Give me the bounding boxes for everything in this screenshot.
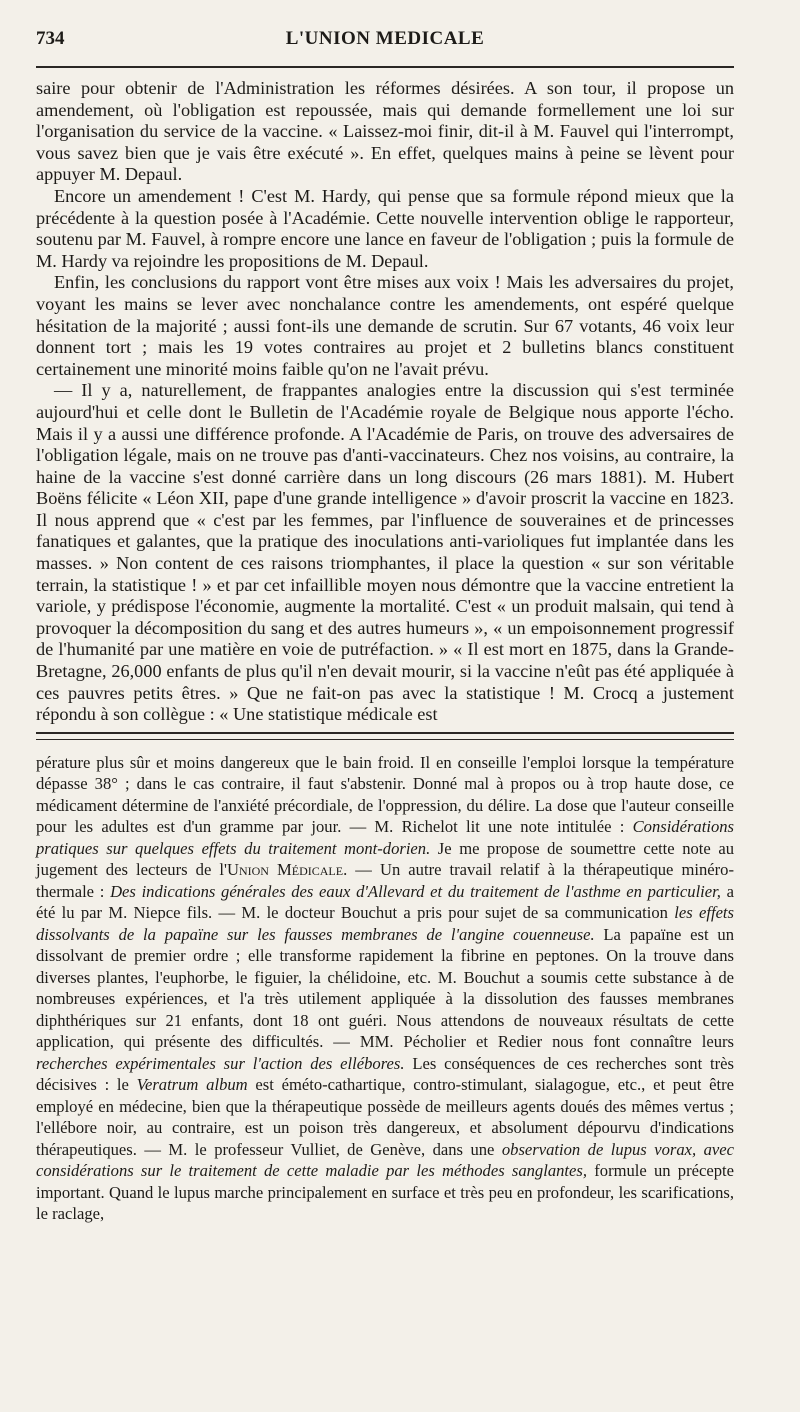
article-paragraph: — Il y a, naturellement, de frappantes analogies entre la discussion qui s'est terminée aujourd'hui et celle dont le Bulletin de l'Académie royale de Belgique nous apporte l'écho. Mais il y a aussi une différence profonde. A l'Académie de Paris, on trouve des adversaires de l'obligation légale, mais on ne trouve pas d'anti-vaccinateurs. Chez nos voisins, au contraire, la haine de la vaccine s'est donné carrière dans un long discours (26 mars 1881). M. Hubert Boëns félicite « Léon XII, pape d'une grande intelligence » d'avoir proscrit la vaccine en 1823. Il nous apprend que « c'est par les femmes, par l'influence de souveraines et de princesses fanatiques et galantes, que la pratique des inoculations anti-varioliques fut implantée dans les masses. » Non content de ces raisons triomphantes, il place la question « sur son véritable terrain, la statistique ! » et par cet infaillible moyen nous démontre que la vaccine entretient la variole, y prédispose l'économie, augmente la mortalité. C'est « un produit malsain, qui tend à provoquer la décomposition du sang et des autres humeurs », « un empoisonnement progressif de l'humanité par une matière en voie de putréfaction. » « Il est mort en 1875, dans la Grande-Bretagne, 26,000 enfants de plus qu'il n'en devait mourir, si la vaccine n'eût pas été appliquée à ces pauvres petits êtres. » Que ne fait-on pas avec la statistique ! M. Crocq a justement répondu à son collègue : « Une statistique médicale est [36, 380, 734, 725]
feuilleton-title: recherches expérimentales sur l'action des ellébores. [36, 1053, 405, 1073]
feuilleton-text: est éméto-cathartique, contro-stimulant, sialagogue, etc., et peut être employé en médecine, bien que la thérapeutique possède de meilleurs agents doués des mêmes vertus ; l'ellébore noir, au contraire, est un poison très dangereux, et absolument dépourvu d'indications thérapeutiques. — M. le professeur Vulliet, de Genève, dans une [36, 1075, 734, 1159]
feuilleton-section [36, 752, 734, 1225]
journal-name: Union Médicale [226, 860, 344, 880]
feuilleton-text: pérature plus sûr et moins dangereux que le bain froid. Il en conseille l'emploi lorsque la température dépasse 38° ; dans le cas contraire, il faut s'abstenir. Donné mal à propos ou à trop haute dose, ce médicament détermine de l'anxiété précordiale, de l'oppression, du délire. La dose que l'auteur conseille pour les adultes est d'un gramme par jour. — M. Richelot lit une note intitulée : [36, 752, 734, 837]
feuilleton-text: a été lu par M. Niepce fils. — M. le docteur Bouchut a pris pour sujet de sa communication [36, 881, 735, 923]
article-paragraph: saire pour obtenir de l'Administration les réformes désirées. A son tour, il propose un amendement, où l'obligation est repoussée, mais qui demande formellement une loi sur l'organisation du service de la vaccine. « Laissez-moi finir, dit-il à M. Fauvel qui l'interrompt, vous savez bien que je vais être exécuté ». En effet, quelques mains à peine se lèvent pour appuyer M. Depaul. [36, 78, 734, 185]
header-rule [36, 66, 734, 68]
running-title: L'UNION MEDICALE [285, 28, 485, 49]
feuilleton-title: Veratrum album [136, 1075, 248, 1095]
article-paragraph: Encore un amendement ! C'est M. Hardy, qui pense que sa formule répond mieux que la précédente à la question posée à l'Académie. Cette nouvelle intervention oblige le rapporteur, soutenu par M. Fauvel, à rompre encore une lance en faveur de l'obligation ; puis la formule de M. Hardy va rejoindre les propositions de M. Depaul. [36, 185, 734, 271]
feuilleton-title: observation de lupus vorax, avec considérations sur le traitement de cette maladie par les méthodes sanglantes, [36, 1139, 734, 1181]
feuilleton-text: Les conséquences de ces recherches sont très décisives : le [36, 1053, 734, 1095]
feuilleton-title: Considérations pratiques sur quelques effets du traitement mont-dorien. [36, 817, 734, 858]
feuilleton-title: les effets dissolvants de la papaïne sur les fausses membranes de l'angine couenneuse. [36, 903, 735, 944]
feuilleton-title: Des indications générales des eaux d'Allevard et du traitement de l'asthme en particulier, [110, 881, 721, 901]
feuilleton-text: formule un précepte important. Quand le lupus marche principalement en surface et très peu en profondeur, les scarifications, le raclage, [36, 1161, 734, 1224]
article-body [36, 78, 734, 726]
feuilleton-rule [36, 732, 734, 740]
page-header [36, 28, 734, 58]
page-number: 734 [36, 28, 65, 49]
article-paragraph: Enfin, les conclusions du rapport vont être mises aux voix ! Mais les adversaires du projet, voyant les mains se lever avec nonchalance contre les amendements, ont espéré quelque hésitation de la majorité ; aussi font-ils une demande de scrutin. Sur 67 votants, 46 voix leur donnent tort ; mais les 19 votes contraires au projet et 2 bulletins blancs constituent certainement une minorité moins faible qu'on ne l'avait prévu. [36, 272, 734, 379]
feuilleton-text: Je me propose de soumettre cette note au jugement des lecteurs de l' [36, 838, 734, 880]
feuilleton-paragraph [36, 752, 734, 1225]
feuilleton-text: La papaïne est un dissolvant de premier ordre ; elle transforme rapidement la fibrine en peptones. On la trouve dans diverses plantes, l'euphorbe, le figuier, la chélidoine, etc. M. Bouchut a soumis cette substance à de nombreuses expériences, et l'a très utilement appliquée à la dissolution des fausses membranes diphthériques sur 21 enfants, dont 18 ont guéri. Nous attendons de nouveaux résultats de cette application, qui présente des difficultés. — MM. Pécholier et Redier nous font connaître leurs [36, 924, 734, 1052]
feuilleton-text: . — Un autre travail relatif à la thérapeutique minéro-thermale : [36, 860, 734, 901]
